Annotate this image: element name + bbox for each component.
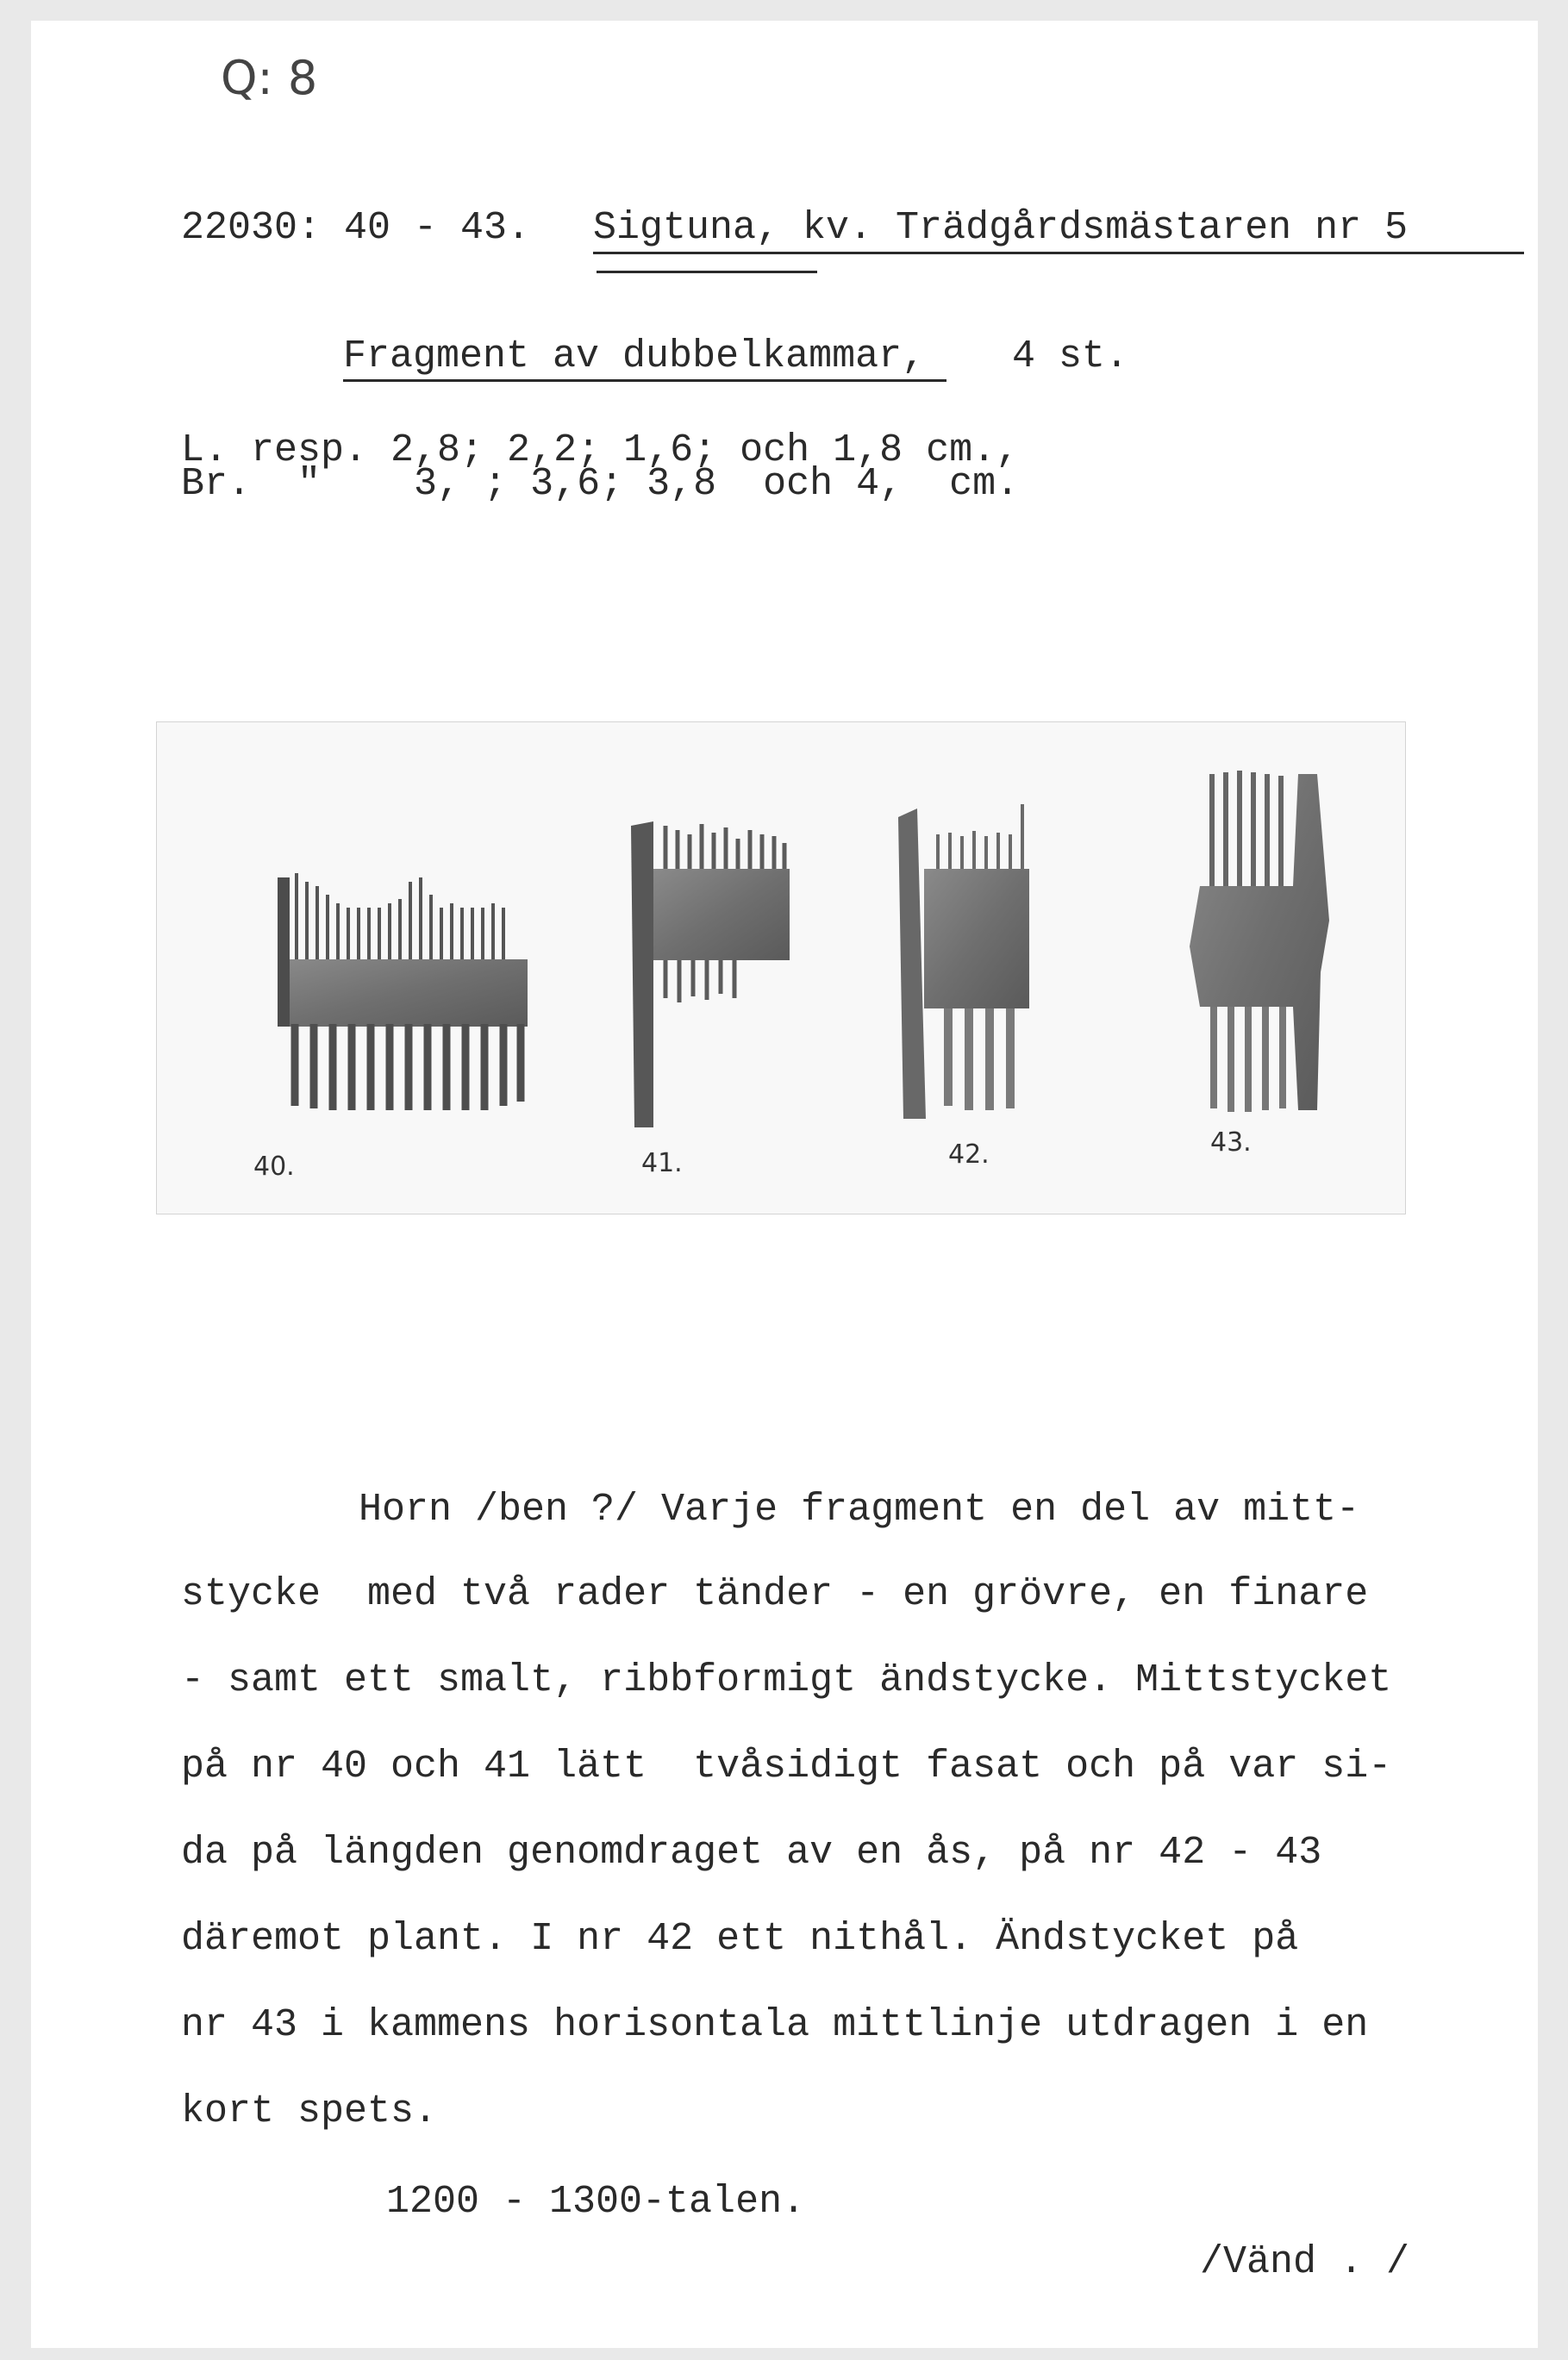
- find-location: Sigtuna, kv. Trädgårdsmästaren nr 5: [593, 206, 1409, 250]
- location-double-underline: [597, 271, 817, 273]
- catalogue-card: [31, 21, 1538, 2348]
- description-line-8: kort spets.: [181, 2089, 438, 2133]
- comb-fragment-40: [278, 873, 528, 1110]
- description-line-2: stycke med två rader tänder - en grövre, en finare: [181, 1572, 1369, 1616]
- comb-fragment-41: [631, 821, 790, 1127]
- photo-label-41: 41.: [641, 1148, 683, 1178]
- object-title-underline: [343, 379, 946, 382]
- dating: 1200 - 1300-talen.: [386, 2180, 806, 2224]
- length-dimensions: L. resp. 2,8; 2,2; 1,6; och 1,8 cm.,: [181, 428, 1020, 472]
- comb-fragment-43: [1190, 771, 1329, 1112]
- archive-mark: Q: 8: [221, 51, 318, 105]
- width-dimensions: Br. " 3, ; 3,6; 3,8 och 4, cm.: [181, 462, 1020, 506]
- description-line-4: på nr 40 och 41 lätt tvåsidigt fasat och på var si-: [181, 1745, 1392, 1789]
- description-line-7: nr 43 i kammens horisontala mittlinje utdragen i en: [181, 2003, 1369, 2047]
- photo-label-40: 40.: [253, 1152, 295, 1182]
- description-line-3: - samt ett smalt, ribbformigt ändstycke. Mittstycket: [181, 1658, 1392, 1702]
- comb-fragment-42: [898, 804, 1029, 1119]
- description-line-6: däremot plant. I nr 42 ett nithål. Ändstycket på: [181, 1917, 1299, 1961]
- turn-over-note: /Vänd . /: [1200, 2240, 1410, 2284]
- object-count: 4 st.: [1012, 334, 1129, 378]
- catalogue-number: 22030: 40 - 43.: [181, 206, 531, 250]
- comb-photograph: [156, 721, 1406, 1214]
- photo-label-42: 42.: [948, 1139, 990, 1170]
- photo-label-43: 43.: [1210, 1127, 1252, 1158]
- object-title: Fragment av dubbelkammar,: [343, 334, 926, 378]
- description-line-1: Horn /ben ?/ Varje fragment en del av mitt-: [359, 1488, 1360, 1532]
- location-underline: [593, 252, 1524, 254]
- description-line-5: da på längden genomdraget av en ås, på nr 42 - 43: [181, 1831, 1322, 1875]
